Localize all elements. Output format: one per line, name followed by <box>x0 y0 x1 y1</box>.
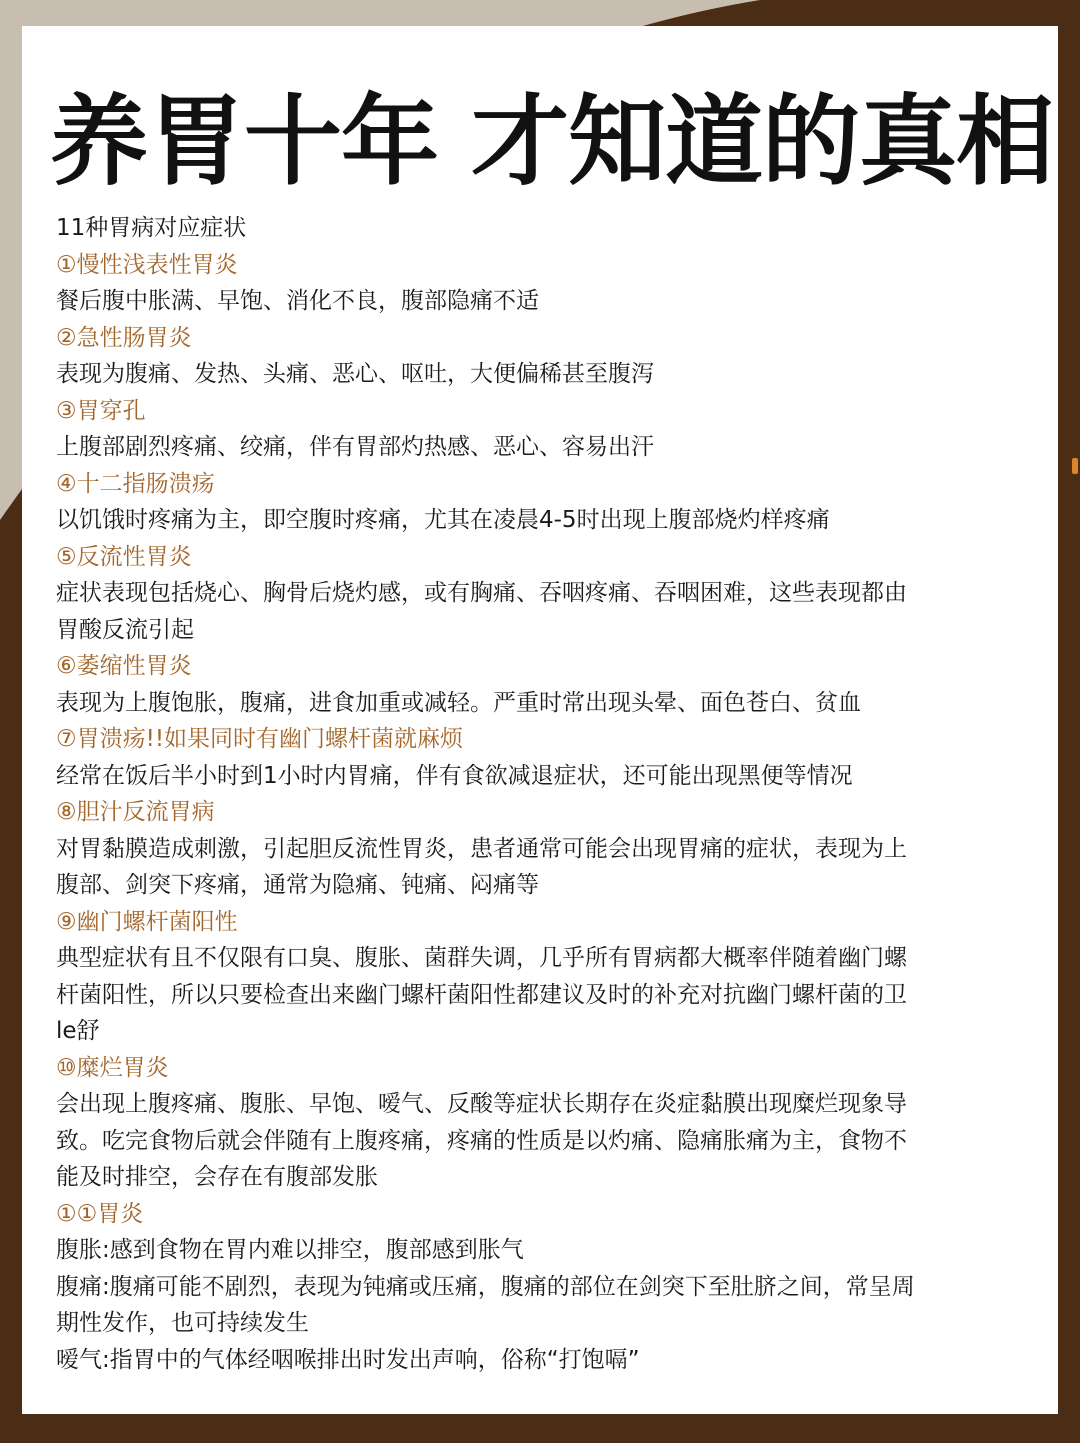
section-text-line: 期性发作，也可持续发生 <box>56 1310 309 1336</box>
section-heading: ④十二指肠溃疡 <box>56 470 215 497</box>
section-text-line: 表现为上腹饱胀，腹痛，进食加重或减轻。严重时常出现头晕、面色苍白、贫血 <box>56 689 861 716</box>
section-text-line: 症状表现包括烧心、胸骨后烧灼感，或有胸痛、吞咽疼痛、吞咽困难，这些表现都由 <box>56 580 907 606</box>
intro-line: 11种胃病对应症状 <box>56 215 247 241</box>
section-heading: ⑥萎缩性胃炎 <box>56 653 192 679</box>
section-text-line: 以饥饿时疼痛为主，即空腹时疼痛，尤其在凌晨4-5时出现上腹部烧灼样疼痛 <box>56 507 830 533</box>
section-text-line: 能及时排空，会存在有腹部发胀 <box>56 1164 378 1190</box>
section-heading: ②急性肠胃炎 <box>56 324 192 351</box>
page-title: 养胃十年 才知道的真相 <box>50 85 1054 199</box>
section-heading: ①①胃炎 <box>56 1200 144 1227</box>
section-text-line: 致。吃完食物后就会伴随有上腹疼痛，疼痛的性质是以灼痛、隐痛胀痛为主，食物不 <box>56 1127 907 1154</box>
section-text-line: le舒 <box>56 1018 100 1044</box>
sections-container <box>56 247 1016 1379</box>
section-text-line: 典型症状有且不仅限有口臭、腹胀、菌群失调，几乎所有胃病都大概率伴随着幽门螺 <box>56 945 907 971</box>
section-heading: ③胃穿孔 <box>56 397 146 424</box>
section-heading: ⑧胆汁反流胃病 <box>56 799 215 825</box>
section-text-line: 表现为腹痛、发热、头痛、恶心、呕吐，大便偏稀甚至腹泻 <box>56 361 654 387</box>
symptom-list <box>56 210 1016 1378</box>
section-text-line: 腹胀:感到食物在胃内难以排空，腹部感到胀气 <box>56 1237 524 1263</box>
section-text-line: 嗳气:指胃中的气体经咽喉排出时发出声响，俗称“打饱嗝” <box>56 1346 640 1373</box>
section-text-line: 胃酸反流引起 <box>56 616 194 643</box>
section-heading: ⑩糜烂胃炎 <box>56 1054 169 1081</box>
section-heading: ⑨幽门螺杆菌阳性 <box>56 908 238 935</box>
section-heading: ⑤反流性胃炎 <box>56 543 192 570</box>
section-text-line: 餐后腹中胀满、早饱、消化不良，腹部隐痛不适 <box>56 288 539 314</box>
section-text-line: 上腹部剧烈疼痛、绞痛，伴有胃部灼热感、恶心、容易出汗 <box>56 434 654 460</box>
section-text-line: 腹痛:腹痛可能不剧烈，表现为钝痛或压痛，腹痛的部位在剑突下至肚脐之间，常呈周 <box>56 1273 915 1300</box>
section-text-line: 腹部、剑突下疼痛，通常为隐痛、钝痛、闷痛等 <box>56 872 539 898</box>
section-heading: ⑦胃溃疡!!如果同时有幽门螺杆菌就麻烦 <box>56 726 464 752</box>
section-text-line: 经常在饭后半小时到1小时内胃痛，伴有食欲减退症状，还可能出现黑便等情况 <box>56 762 853 789</box>
section-text-line: 杆菌阳性，所以只要检查出来幽门螺杆菌阳性都建议及时的补充对抗幽门螺杆菌的卫 <box>56 981 907 1008</box>
section-text-line: 对胃黏膜造成刺激，引起胆反流性胃炎，患者通常可能会出现胃痛的症状，表现为上 <box>56 835 907 862</box>
section-heading: ①慢性浅表性胃炎 <box>56 251 238 278</box>
edge-accent-mark <box>1072 458 1078 474</box>
content-card <box>22 26 1058 1414</box>
section-text-line: 会出现上腹疼痛、腹胀、早饱、嗳气、反酸等症状长期存在炎症黏膜出现糜烂现象导 <box>56 1091 907 1117</box>
